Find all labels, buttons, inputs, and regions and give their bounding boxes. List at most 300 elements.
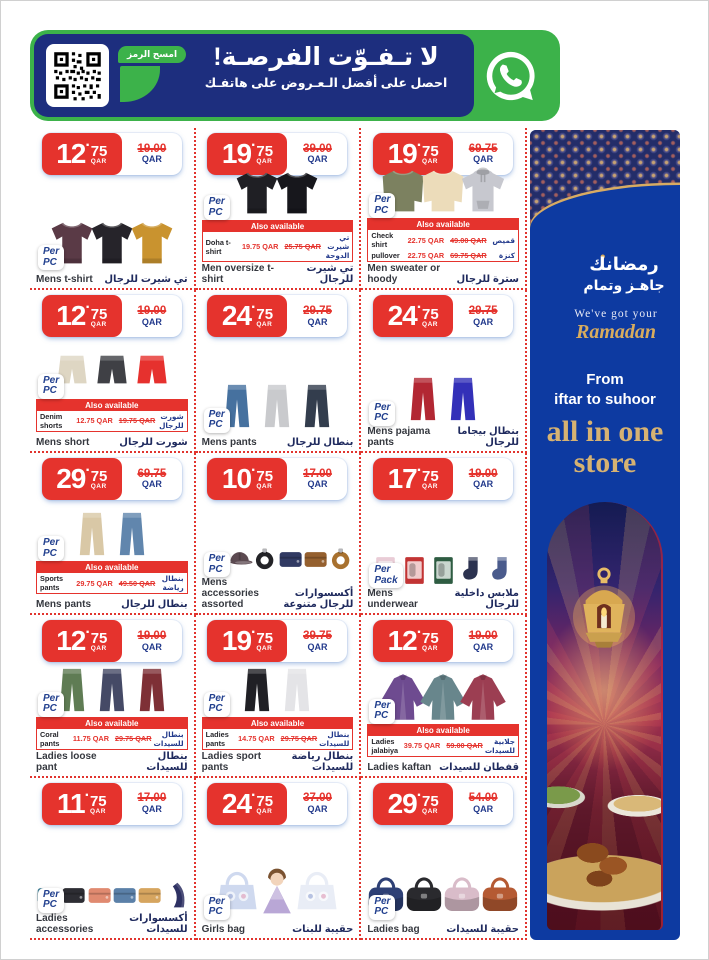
- old-price: [122, 620, 182, 662]
- store-line1: all in one: [546, 415, 664, 448]
- old-price-currency: QAR: [141, 641, 162, 652]
- product-name-en: Ladies accessories: [36, 912, 94, 935]
- unit-line2: PC: [374, 710, 389, 722]
- product-image-area: [367, 337, 519, 425]
- price-badge: [207, 295, 347, 337]
- old-price-value: 54.00: [468, 792, 498, 805]
- product-card: [30, 778, 196, 940]
- product-name-ar: شورت للرجال: [119, 436, 188, 448]
- unit-line1: Per: [208, 408, 225, 420]
- unit-line2: PC: [374, 906, 389, 918]
- also-item-price: 29.75 QAR: [76, 578, 113, 588]
- price-currency: QAR: [256, 483, 273, 491]
- product-card: [361, 615, 527, 777]
- price-fraction: 75: [90, 143, 108, 161]
- old-price: [453, 783, 513, 825]
- calligraphy-line2: جاهـز وتمام: [583, 277, 665, 293]
- also-available-block: [367, 724, 519, 757]
- price-integer: 29: [56, 462, 86, 494]
- unit-line2: PC: [208, 206, 223, 218]
- price-separator: ·: [251, 786, 257, 804]
- product-name-ar: أكسسوارات للسيدات: [129, 912, 188, 935]
- product-name-en: Mens pants: [201, 436, 257, 448]
- old-price: [453, 295, 513, 337]
- product-card: [361, 290, 527, 452]
- price-separator: ·: [85, 624, 91, 642]
- old-price: [122, 133, 182, 175]
- also-available-rows: [368, 736, 518, 756]
- product-name-row: [202, 751, 354, 774]
- also-item-old-price: 49.00 QAR: [450, 235, 487, 245]
- price-fraction-block: [256, 307, 273, 329]
- also-item-name-ar: شورت للرجال: [159, 411, 184, 430]
- socks-illustration: [485, 554, 518, 587]
- sale-price: [42, 620, 122, 662]
- unit-line1: Per: [374, 699, 391, 711]
- header-blue-panel: [34, 34, 474, 117]
- price-fraction: 75: [422, 143, 439, 161]
- price-badge: [42, 783, 182, 825]
- unit-line2: PC: [43, 703, 57, 715]
- also-available-rows: [203, 232, 353, 261]
- unit-line2: PC: [208, 703, 223, 715]
- price-fraction-block: [256, 469, 273, 491]
- unit-line2: Pack: [374, 574, 398, 586]
- old-price-currency: QAR: [141, 154, 162, 165]
- calligraphy-text: [574, 254, 674, 294]
- product-name-en: Men sweater or hoody: [367, 263, 441, 286]
- product-name-ar: تي شيرت للرجال: [104, 274, 188, 286]
- price-integer: 24: [221, 787, 252, 819]
- sale-price: [373, 295, 453, 337]
- product-name-ar: أكسسوارات للرجال متنوعة: [283, 588, 354, 611]
- unit-badge: [369, 895, 395, 920]
- iftar-suhoor-text: [530, 370, 680, 409]
- shorts-illustration: [126, 346, 178, 398]
- sale-price: [373, 458, 453, 500]
- also-available-rows: [37, 729, 187, 749]
- also-item-old-price: 29.75 QAR: [280, 734, 318, 744]
- also-item-name-ar: بنطال رياضة: [161, 574, 184, 593]
- also-available-block: [202, 220, 354, 262]
- price-separator: ·: [85, 299, 91, 317]
- price-fraction: 75: [256, 630, 274, 648]
- product-name-row: [367, 263, 519, 286]
- product-image-area: [202, 337, 354, 432]
- also-item-name: Sports pants: [40, 574, 64, 593]
- price-fraction: 75: [256, 143, 274, 161]
- product-image-area: [36, 662, 188, 716]
- product-name-ar: بنطال بيجاما للرجال: [457, 425, 519, 448]
- product-image-area: [36, 825, 188, 913]
- price-fraction-block: [256, 794, 273, 816]
- product-name-row: [202, 920, 354, 936]
- old-price-value: 19.00: [468, 629, 498, 642]
- store-line2: store: [573, 445, 637, 479]
- sale-price: [207, 783, 287, 825]
- old-price-value: 69.75: [137, 467, 167, 480]
- product-image-area: [367, 662, 519, 723]
- price-fraction-block: [91, 631, 108, 653]
- lantern-icon: [567, 566, 641, 658]
- qr-scan-label: امسح الرمز: [118, 46, 186, 63]
- price-separator: ·: [84, 786, 90, 804]
- unit-badge: [204, 195, 230, 220]
- price-fraction: 75: [90, 630, 108, 648]
- price-currency: QAR: [90, 320, 107, 328]
- product-name-row: [36, 433, 188, 449]
- unit-badge: [369, 401, 395, 426]
- unit-line1: Per: [43, 888, 60, 900]
- price-currency: QAR: [422, 158, 438, 166]
- sale-price: [42, 783, 122, 825]
- also-available-header: Also available: [37, 718, 187, 729]
- unit-badge: [369, 563, 402, 588]
- product-image-area: [36, 500, 188, 561]
- pants-illustration: [126, 664, 178, 716]
- old-price-value: 39.00: [303, 142, 332, 155]
- also-available-rows: [203, 729, 353, 749]
- also-available-row: [37, 573, 187, 593]
- price-fraction-block: [256, 631, 273, 653]
- price-fraction-block: [422, 794, 439, 816]
- price-fraction-block: [91, 144, 108, 166]
- product-name-en: Men oversize t-shirt: [201, 263, 274, 286]
- header-banner: [30, 30, 560, 121]
- also-available-header: Also available: [37, 400, 187, 411]
- price-separator: ·: [416, 624, 423, 642]
- price-fraction-block: [91, 307, 108, 329]
- qr-code: [46, 44, 109, 107]
- also-available-row: [37, 411, 187, 431]
- price-integer: 29: [387, 787, 417, 819]
- also-item-name: Doha t-shirt: [205, 237, 231, 256]
- product-name-en: Mens short: [36, 436, 90, 448]
- sale-price: [373, 620, 453, 662]
- sale-price: [373, 783, 453, 825]
- product-card: [30, 453, 196, 615]
- price-badge: [373, 295, 513, 337]
- old-price-currency: QAR: [307, 641, 328, 652]
- sale-price: [207, 295, 287, 337]
- product-card: [196, 453, 362, 615]
- unit-badge: [38, 888, 64, 913]
- unit-badge: [38, 374, 64, 399]
- product-card: [30, 615, 196, 777]
- also-available-header: Also available: [203, 718, 353, 729]
- price-fraction: 75: [90, 468, 108, 486]
- price-currency: QAR: [422, 320, 438, 328]
- unit-line2: PC: [43, 899, 57, 911]
- unit-badge: [204, 692, 230, 717]
- also-available-header: Also available: [37, 562, 187, 573]
- product-name-row: [202, 263, 354, 286]
- also-available-block: [202, 717, 354, 750]
- product-name-row: [36, 270, 188, 286]
- price-fraction: 75: [422, 305, 439, 323]
- unit-line2: PC: [208, 906, 223, 918]
- old-price: [122, 783, 182, 825]
- pants-illustration: [437, 373, 489, 425]
- also-available-block: [367, 218, 519, 262]
- price-fraction-block: [422, 307, 439, 329]
- old-price-currency: QAR: [473, 479, 494, 490]
- belt-illustration: [326, 543, 355, 576]
- also-item-price: 39.75 QAR: [403, 741, 441, 751]
- old-price-currency: QAR: [141, 316, 162, 327]
- product-name-ar: سترة للرجال: [456, 274, 519, 286]
- price-currency: QAR: [89, 807, 106, 815]
- from-line1: From: [586, 371, 624, 388]
- price-integer: 19: [221, 625, 252, 657]
- product-name-row: [367, 920, 519, 936]
- also-item-name-ar: بنطال للسيدات: [153, 729, 184, 748]
- product-name-en: Mens t-shirt: [36, 274, 93, 286]
- product-name-ar: حقيبة للسيدات: [446, 923, 519, 935]
- old-price-currency: QAR: [307, 803, 328, 814]
- old-price-currency: QAR: [473, 803, 494, 814]
- unit-line2: PC: [43, 547, 57, 559]
- price-badge: [42, 620, 182, 662]
- product-name-en: Mens underwear: [367, 588, 418, 611]
- old-price-currency: QAR: [307, 154, 328, 165]
- also-item-name-ar: قميص: [492, 235, 515, 245]
- price-badge: [42, 458, 182, 500]
- product-name-ar: تي شيرت للرجال: [306, 263, 354, 286]
- product-name-row: [36, 595, 188, 611]
- product-name-ar: بنطال للرجال: [286, 436, 354, 448]
- girlsbag-illustration: [291, 867, 343, 919]
- price-integer: 11: [57, 787, 85, 819]
- unit-line1: Per: [208, 553, 225, 565]
- also-item-name-ar: تي شيرت الدوحة: [325, 233, 350, 261]
- tshirt-illustration: [126, 217, 178, 269]
- kaftan-illustration: [457, 671, 509, 723]
- old-price-currency: QAR: [473, 641, 494, 652]
- also-item-old-price: 49.50 QAR: [118, 578, 156, 588]
- product-card: [196, 290, 362, 452]
- all-in-one-store-text: [530, 417, 680, 478]
- price-separator: ·: [251, 461, 257, 479]
- also-item-name: Denim shorts: [40, 411, 63, 430]
- product-card: [361, 778, 527, 940]
- product-image-area: [367, 825, 519, 920]
- price-separator: ·: [85, 461, 91, 479]
- old-price-value: 69.75: [468, 142, 498, 155]
- also-item-price: 19.75 QAR: [241, 242, 279, 252]
- old-price-value: 19.00: [137, 142, 167, 155]
- price-currency: QAR: [256, 320, 273, 328]
- product-card: [361, 453, 527, 615]
- product-card: [196, 128, 362, 290]
- price-separator: ·: [251, 137, 257, 154]
- price-fraction-block: [422, 469, 439, 491]
- unit-line2: PC: [208, 419, 223, 431]
- sale-price: [207, 620, 287, 662]
- also-item-name: Check shirt: [371, 231, 394, 250]
- ornamental-pattern: [530, 130, 680, 230]
- also-available-rows: [368, 230, 518, 261]
- unit-line2: PC: [43, 385, 57, 397]
- product-name-row: [367, 426, 519, 449]
- also-item-old-price: 29.75 QAR: [114, 734, 152, 744]
- price-badge: [42, 295, 182, 337]
- price-fraction: 75: [256, 305, 274, 323]
- product-image-area: [367, 500, 519, 588]
- product-image-area: [36, 337, 188, 398]
- price-currency: QAR: [90, 158, 107, 166]
- ramadan-photo-arch: [547, 502, 663, 930]
- pants-illustration: [271, 664, 323, 716]
- header-text: [184, 43, 468, 90]
- price-badge: [207, 458, 347, 500]
- bag-illustration: [475, 867, 525, 919]
- old-price: [122, 458, 182, 500]
- gold-swoosh-decoration: [530, 185, 680, 231]
- price-integer: 24: [221, 300, 252, 332]
- price-fraction-block: [422, 144, 439, 166]
- sale-price: [42, 133, 122, 175]
- unit-line2: PC: [43, 256, 57, 268]
- tshirt-illustration: [271, 167, 323, 219]
- price-integer: 17: [387, 462, 417, 494]
- product-name-en: Mens pants: [36, 599, 92, 611]
- also-available-header: Also available: [368, 219, 518, 230]
- from-line2: iftar to suhoor: [554, 390, 656, 408]
- price-fraction: 75: [90, 305, 108, 323]
- calligraphy-line1: رمضانك: [589, 254, 659, 274]
- price-integer: 19: [221, 138, 252, 169]
- tagline-line2: Ramadan: [575, 321, 657, 343]
- unit-line1: Per: [43, 374, 60, 386]
- old-price: [453, 458, 513, 500]
- price-currency: QAR: [422, 807, 438, 815]
- product-image-area: [202, 175, 354, 220]
- unit-badge: [204, 552, 230, 577]
- product-name-row: [202, 577, 354, 611]
- price-fraction: 75: [256, 792, 274, 810]
- product-name-row: [36, 751, 188, 774]
- price-badge: [373, 620, 513, 662]
- also-item-name-ar: كنزة: [498, 251, 515, 261]
- old-price-value: 37.00: [303, 792, 332, 805]
- old-price-currency: QAR: [473, 154, 494, 165]
- header-title: لا تـفـوّت الفرصـة!: [213, 43, 439, 71]
- price-separator: ·: [85, 137, 91, 154]
- unit-line1: Per: [374, 194, 391, 206]
- product-name-en: Mens accessories assorted: [201, 577, 259, 611]
- unit-line2: PC: [208, 563, 223, 575]
- qr-code-icon: [51, 49, 104, 102]
- product-image-area: [202, 500, 354, 577]
- old-price-value: 19.00: [468, 467, 498, 480]
- price-fraction-block: [422, 631, 439, 653]
- sale-price: [42, 458, 122, 500]
- also-available-header: Also available: [368, 725, 518, 736]
- old-price: [122, 295, 182, 337]
- price-fraction: 75: [89, 792, 107, 810]
- unit-badge: [38, 692, 64, 717]
- product-card: [196, 615, 362, 777]
- product-name-row: [36, 913, 188, 936]
- old-price: [287, 783, 347, 825]
- pants-illustration: [106, 508, 158, 560]
- price-separator: ·: [416, 786, 423, 804]
- tagline-line1: We've got your: [574, 308, 658, 320]
- price-integer: 19: [387, 138, 417, 169]
- product-name-en: Ladies sport pants: [201, 750, 262, 773]
- qr-swoosh-decoration: [120, 66, 160, 102]
- price-fraction: 75: [422, 468, 439, 486]
- product-card: [361, 128, 527, 290]
- price-currency: QAR: [422, 483, 438, 491]
- product-name-ar: بنطال للرجال: [121, 599, 188, 611]
- also-available-header: Also available: [203, 221, 353, 232]
- price-currency: QAR: [422, 645, 438, 653]
- price-integer: 10: [221, 462, 252, 494]
- product-card: [196, 778, 362, 940]
- unit-line1: Per: [374, 895, 391, 907]
- old-price-value: 19.00: [137, 629, 167, 642]
- product-card: [30, 128, 196, 290]
- price-separator: ·: [416, 461, 423, 479]
- also-available-row: [203, 232, 353, 261]
- old-price-value: 39.75: [303, 629, 332, 642]
- price-integer: 12: [56, 300, 86, 332]
- old-price-currency: QAR: [141, 479, 162, 490]
- also-available-row: [368, 230, 518, 250]
- product-grid: [30, 128, 527, 940]
- old-price-value: 29.75: [303, 305, 332, 318]
- also-item-old-price: 59.00 QAR: [446, 741, 483, 751]
- unit-line1: Per: [374, 564, 391, 576]
- also-available-row: [368, 736, 518, 756]
- product-name-en: Ladies kaftan: [367, 761, 432, 773]
- product-name-en: Ladies loose pant: [36, 750, 97, 773]
- old-price-value: 29.75: [468, 305, 498, 318]
- product-card: [30, 290, 196, 452]
- price-currency: QAR: [256, 807, 273, 815]
- product-name-row: [367, 588, 519, 611]
- price-fraction-block: [91, 469, 108, 491]
- product-image-area: [36, 175, 188, 270]
- also-item-name: Ladies pants: [205, 729, 229, 748]
- whatsapp-icon: [482, 47, 540, 105]
- old-price-value: 19.00: [137, 305, 167, 318]
- also-available-row: [37, 729, 187, 749]
- price-fraction-block: [256, 144, 273, 166]
- old-price: [287, 620, 347, 662]
- hoodie-illustration: [457, 165, 509, 217]
- product-image-area: [367, 175, 519, 218]
- price-badge: [207, 620, 347, 662]
- price-currency: QAR: [256, 645, 273, 653]
- unit-line1: Per: [208, 895, 225, 907]
- also-item-old-price: 25.75 QAR: [284, 242, 321, 252]
- also-item-old-price: 19.75 QAR: [118, 416, 156, 426]
- price-badge: [373, 783, 513, 825]
- old-price-value: 17.00: [137, 792, 167, 805]
- price-integer: 12: [56, 138, 86, 169]
- also-available-block: [36, 399, 188, 432]
- product-image-area: [202, 662, 354, 716]
- sale-price: [42, 295, 122, 337]
- pants-illustration: [291, 380, 343, 432]
- also-available-row: [203, 729, 353, 749]
- unit-line1: Per: [43, 537, 60, 549]
- unit-line1: Per: [208, 196, 225, 208]
- old-price: [287, 295, 347, 337]
